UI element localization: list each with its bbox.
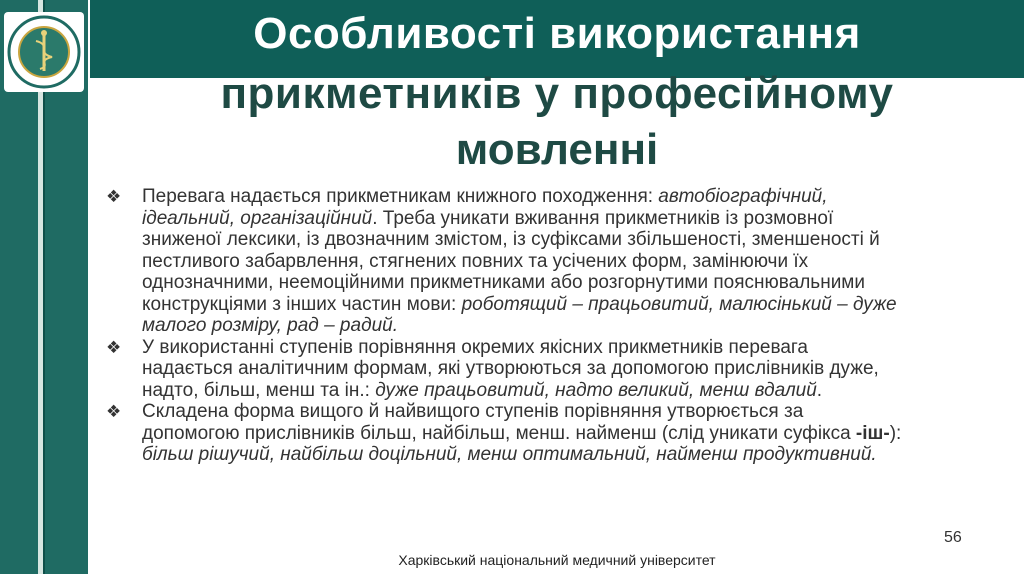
university-seal-icon (7, 15, 81, 89)
bullet-item-2: ❖ У використанні ступенів порівняння окремих якісних прикметників перевага надається аналітичним формам, які утворюються за допомогою прислівників дуже, надто, більш, менш та ін.: дуже працьовитий, надто великий, менш вдалий. (100, 337, 1000, 402)
bullet-item-1: ❖ Перевага надається прикметникам книжного походження: автобіографічний, ідеальний, організаційний. Треба уникати вживання прикметників із розмовної зниженої лексики, із двозначним змістом, із суфіксами збільшеності, зменшеності й пестливого забарвлення, стягнених повних та усічених форм, замінюючи їх однозначними, неемоційними прикметниками або розгорнутими пояснювальними конструкціями з інших частин мови: роботящий – працьовитий, малюсінький – дуже малого розміру, рад – радий. (100, 186, 1000, 337)
university-logo (4, 12, 84, 92)
diamond-bullet-icon: ❖ (106, 187, 122, 206)
page-number: 56 (944, 529, 962, 546)
diamond-bullet-icon: ❖ (106, 337, 122, 357)
diamond-bullet-icon: ❖ (106, 402, 122, 421)
slide-content (100, 186, 1000, 466)
bullet-item-3: ❖ Складена форма вищого й найвищого ступенів порівняння утворюється за допомогою прислівників більш, найбільш, менш. найменш (слід уникати суфікса -іш-): більш рішучий, найбільш доцільний, менш оптимальний, найменш продуктивний. (100, 401, 1000, 466)
slide-title-line-2: прикметників у професійному (220, 69, 894, 118)
footer-university-name: Харківський національний медичний університет (398, 552, 716, 568)
slide-title-line-1: Особливості використання (253, 9, 861, 58)
slide-title-line-3: мовленні (455, 125, 659, 174)
